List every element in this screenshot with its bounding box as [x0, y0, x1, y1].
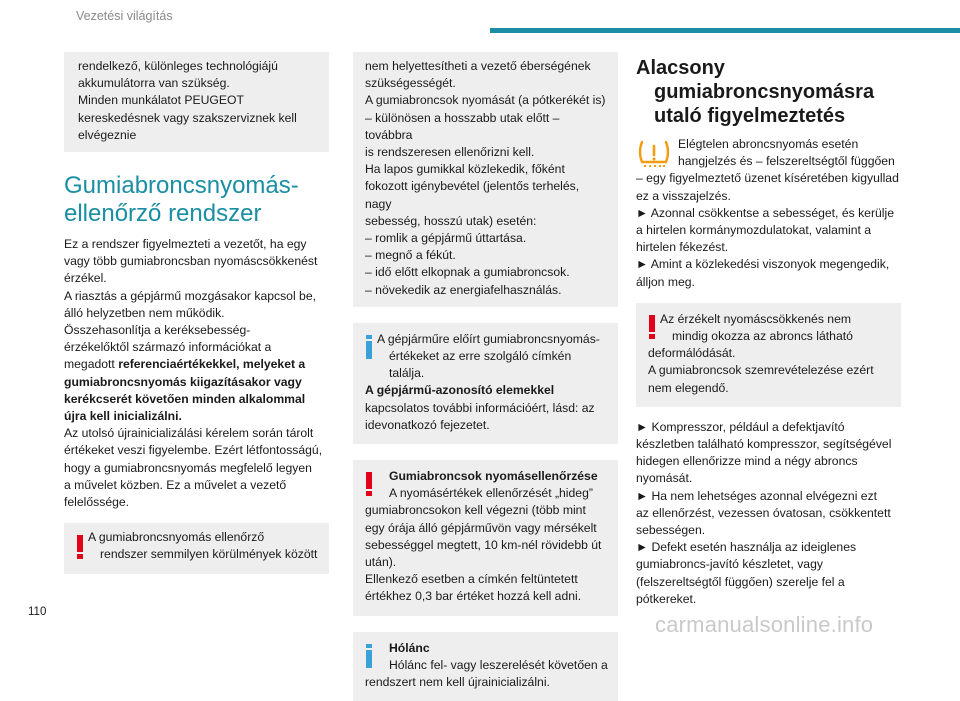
text-line: elvégeznie [78, 127, 137, 142]
text-line: sebességgel megtett, 10 km-nél rövidebb út [365, 537, 602, 552]
info-icon [366, 335, 372, 359]
list-item: – idő előtt elkopnak a gumiabroncsok. [365, 265, 570, 280]
bold-line: gumiabroncsnyomás kiigazításakor vagy [64, 374, 302, 389]
page-number: 110 [28, 606, 47, 618]
warning-icon [649, 315, 655, 339]
text-line: rendszert nem kell újrainicializálni. [365, 675, 550, 690]
heading-line: Gumiabroncsnyomás- [64, 172, 299, 200]
bold-fragment: referenciaértékekkel, melyeket a [118, 357, 306, 372]
text-line: értékeket veszi figyelembe. Ezért létfontosságú, [64, 443, 323, 458]
text-line: A gumiabroncsok szemrevételezése ezért [648, 363, 874, 378]
section-heading [636, 56, 901, 128]
text-line: egy órája álló gépjárművön vagy mérsékelt [365, 520, 597, 535]
text-line: értékeket az erre szolgáló címkén találja. [389, 349, 572, 381]
text-line: Az utolsó újrainicializálási kérelem során tárolt [64, 426, 314, 441]
warning-box [636, 303, 901, 407]
heading-line: Alacsony [636, 57, 725, 79]
text-line: akkumulátorra van szükség. [78, 76, 230, 91]
info-icon [366, 644, 372, 668]
text-line: mindig okozza az abroncs látható [672, 329, 853, 344]
text-line: Összehasonlítja a keréksebesség- [64, 323, 251, 338]
continued-warning-box [353, 52, 618, 307]
text-line: értékhez 0,3 bar értéket hozzá kell adni. [365, 589, 582, 604]
instruction-line: ► Kompresszor, például a defektjavító [636, 419, 845, 434]
body-text [64, 236, 329, 511]
text-line: – egy figyelmeztető üzenet kíséretében kigyullad [636, 171, 899, 186]
warning-icon [77, 535, 83, 559]
text-line: (felszereltségtől függően) szerelje fel a [636, 574, 845, 589]
text-line: Az érzékelt nyomáscsökkenés nem [660, 311, 852, 326]
text-line: nyomását. [636, 471, 693, 486]
info-box-label [353, 323, 618, 444]
text-line: vagy több gumiabroncsban nyomáscsökkenést [64, 254, 318, 269]
text-line: kereskedésnek vagy szakszerviznek kell [78, 110, 297, 125]
text-line: rendszer semmilyen körülmények között [100, 547, 318, 562]
text-line: szükségességét. [365, 76, 456, 91]
body-text [636, 136, 901, 291]
text-line: sebességen. [636, 523, 706, 538]
text-line: érzékelőktől származó információkat a [64, 340, 272, 355]
bold-line: kerékcserét követően minden alkalommal [64, 391, 306, 406]
text-line: A riasztás a gépjármű mozgásakor kapcsol be, [64, 288, 316, 303]
heading-line: ellenőrző rendszer [64, 200, 262, 228]
text-line: hidegen ellenőrizze mind a négy abroncs [636, 454, 858, 469]
column-1 [64, 52, 329, 574]
warning-box-pressure [353, 460, 618, 616]
text-line: álljon meg. [636, 274, 695, 289]
text-line: pótkereket. [636, 591, 697, 606]
text-line: is rendszeresen ellenőrizni kell. [365, 145, 535, 160]
column-2 [353, 52, 618, 701]
text-line: A gépjárműre előírt gumiabroncsnyomás- [377, 331, 600, 346]
text-line: Minden munkálatot PEUGEOT [78, 93, 244, 108]
text-line: A gumiabroncsok nyomását (a pótkerékét is) [365, 93, 606, 108]
text-line: a hirtelen kormánymozdulatokat, valamint a [636, 223, 872, 238]
text-line: Elégtelen abroncsnyomás esetén [678, 137, 859, 151]
continued-note-box [64, 52, 329, 152]
heading-line: utaló figyelmeztetés [654, 105, 846, 127]
running-header: Vezetési világítás [76, 9, 173, 23]
column-3 [636, 56, 901, 608]
box-title: Gumiabroncsok nyomásellenőrzése [389, 469, 598, 484]
heading-line: gumiabroncsnyomásra [654, 81, 875, 103]
section-heading [64, 172, 329, 228]
text-line: – különösen a hosszabb utak előtt – továbbra [365, 110, 560, 142]
list-item: – megnő a fékút. [365, 248, 456, 263]
text-line: érzékel. [64, 271, 107, 286]
text-line: az ellenőrzést, vezessen óvatosan, csökkentett [636, 505, 891, 520]
text-line: fokozott igénybevétel (jelentős terhelés, nagy [365, 179, 580, 211]
text-line: sebesség, hosszú utak) esetén: [365, 213, 537, 228]
text-line: a művelet közben. Ez a művelet a vezető [64, 477, 287, 492]
text-line: Ez a rendszer figyelmezteti a vezetőt, ha egy [64, 237, 307, 252]
instruction-line: ► Ha nem lehetséges azonnal elvégezni ezt [636, 488, 878, 503]
bold-line: újra kell inicializálni. [64, 409, 182, 424]
watermark: carmanualsonline.info [655, 612, 874, 637]
text-line: gumiabroncsokon kell végezni (több mint [365, 503, 586, 518]
text-line: gumiabroncs-javító készletet, vagy [636, 557, 823, 572]
text-line: felelőssége. [64, 495, 130, 510]
text-line: deformálódását. [648, 346, 736, 361]
text-line: készletben található kompresszor, segítségével [636, 437, 892, 452]
instruction-line: ► Defekt esetén használja az ideiglenes [636, 540, 857, 555]
text-line: hogy a gumiabroncsnyomás megfelelő legyen [64, 460, 312, 475]
text-line: idevonatkozó fejezetet. [365, 417, 490, 432]
box-title: Hólánc [389, 640, 430, 655]
list-item: – növekedik az energiafelhasználás. [365, 282, 562, 297]
text-line: álló helyzetben nem működik. [64, 305, 225, 320]
text-line: Ellenkező esetben a címkén feltüntetett [365, 572, 578, 587]
text-line: nem elegendő. [648, 380, 729, 395]
instruction-line: ► Amint a közlekedési viszonyok megengedik, [636, 257, 890, 272]
text-line: Ha lapos gumikkal közlekedik, főként [365, 162, 565, 177]
header-accent-bar [490, 28, 960, 33]
text-line: A gumiabroncsnyomás ellenőrző [88, 530, 265, 545]
text-line: kapcsolatos további információért, lásd: az [365, 400, 595, 415]
text-line: Hólánc fel- vagy leszerelését követően a [389, 657, 608, 672]
text-line: rendelkező, különleges technológiájú [78, 59, 278, 73]
tire-pressure-warning-icon [636, 138, 672, 170]
bold-line: A gépjármű-azonosító elemekkel [365, 383, 555, 398]
text-line: A nyomásértékek ellenőrzését „hideg” [389, 486, 593, 501]
text-line: hangjelzés és – felszereltségtől függően [678, 154, 895, 169]
body-text [636, 419, 901, 608]
text-line: hirtelen fékezést. [636, 240, 729, 255]
warning-box [64, 523, 329, 573]
warning-icon [366, 472, 372, 496]
text-line [64, 356, 329, 373]
text-line: ez a visszajelzés. [636, 188, 731, 203]
instruction-line: ► Azonnal csökkentse a sebességet, és kerülje [636, 205, 894, 220]
text-fragment: megadott [64, 357, 119, 372]
list-item: – romlik a gépjármű úttartása. [365, 231, 527, 246]
text-line: nem helyettesítheti a vezető éberségének [365, 59, 591, 73]
info-box-snow-chain [353, 632, 618, 701]
text-line: után). [365, 555, 397, 570]
